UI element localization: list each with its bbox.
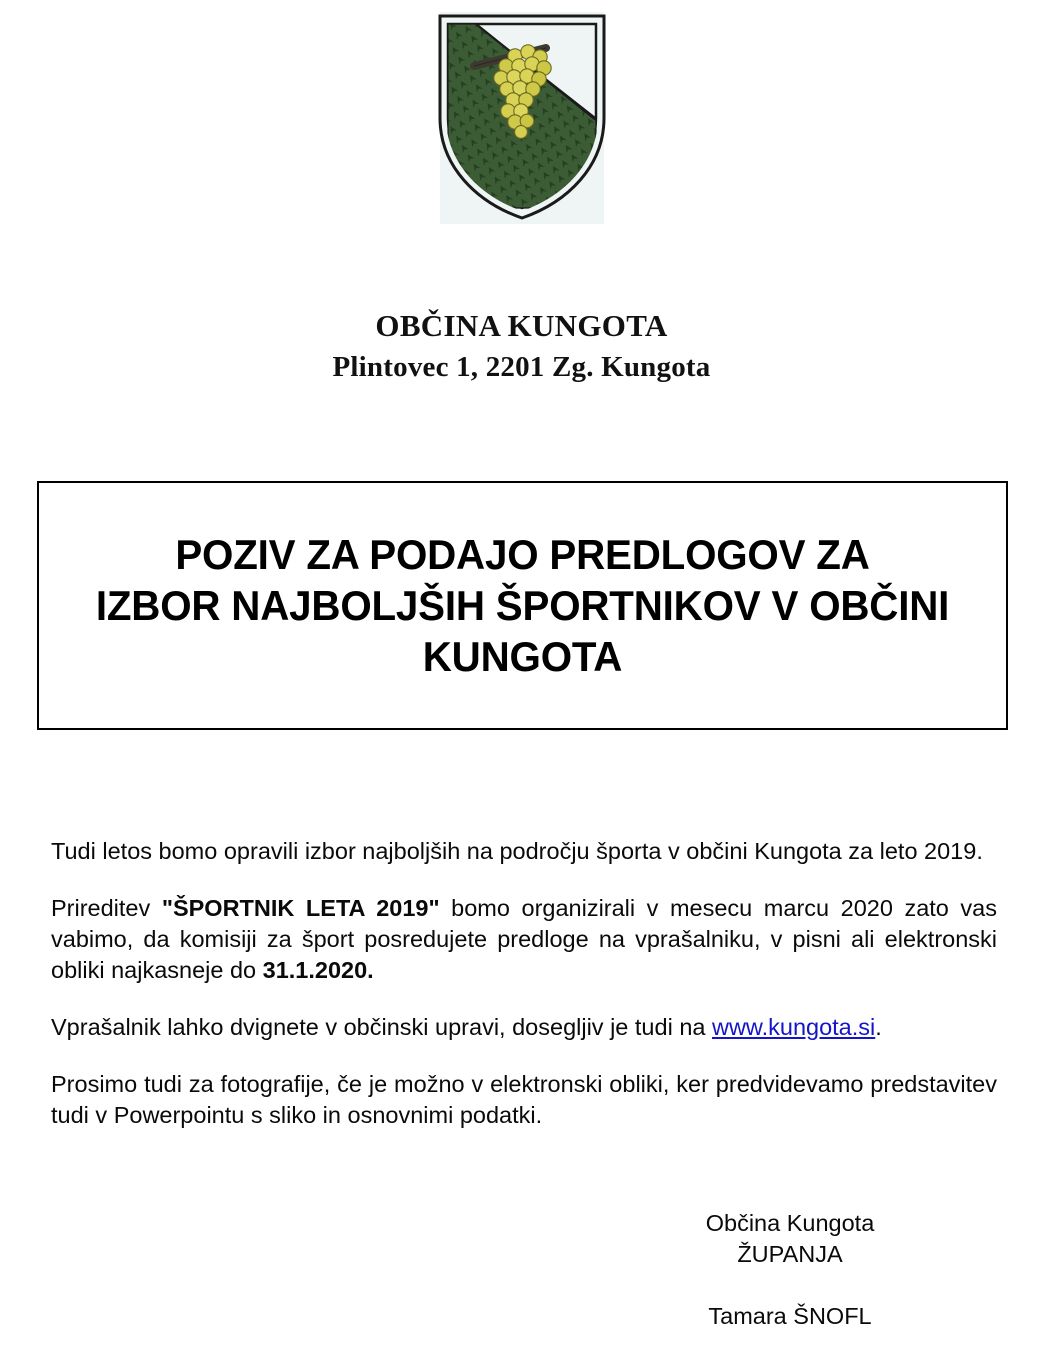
signature-person: Tamara ŠNOFL (708, 1303, 872, 1329)
paragraph-event-text-1: Prireditev (51, 895, 162, 921)
paragraph-questionnaire (51, 1012, 997, 1043)
website-link[interactable]: www.kungota.si (711, 1014, 876, 1040)
coat-of-arms (418, 2, 626, 234)
announcement-title-line-1: POZIV ZA PODAJO PREDLOGOV ZA (175, 531, 870, 578)
signature-spacer (600, 1270, 980, 1301)
announcement-title-line-2: IZBOR NAJBOLJŠIH ŠPORTNIKOV V OBČINI (95, 582, 950, 629)
signature-organization: Občina Kungota (705, 1210, 875, 1236)
deadline-date-bold: 31.1.2020. (262, 957, 374, 983)
paragraph-intro: Tudi letos bomo opravili izbor najboljših na področju športa v občini Kungota za leto 2019. (51, 838, 983, 864)
coat-of-arms-svg (418, 2, 626, 234)
paragraph-questionnaire-text-2: . (875, 1014, 882, 1040)
document-body (51, 836, 997, 1131)
announcement-title-line-3: KUNGOTA (422, 633, 623, 680)
municipality-address: Plintovec 1, 2201 Zg. Kungota (332, 351, 711, 383)
organization-header (0, 305, 1043, 387)
paragraph-photos: Prosimo tudi za fotografije, če je možno v elektronski obliki, ker predvidevamo predstavitev tudi v Powerpointu s sliko in osnovnimi podatki. (51, 1071, 997, 1128)
signature-role: ŽUPANJA (737, 1241, 843, 1267)
paragraph-event-text-2: bomo organizirali v mesecu marcu 2020 zato vas vabimo, da komisiji za šport posredujete predloge na vprašalniku, v pisni ali elektronski obliki najkasneje do (51, 895, 997, 983)
signature-block (600, 1208, 980, 1332)
paragraph-questionnaire-text-1: Vprašalnik lahko dvignete v občinski upravi, dosegljiv je tudi na (51, 1014, 712, 1040)
announcement-title-box (37, 481, 1008, 730)
municipality-name: OBČINA KUNGOTA (375, 308, 668, 343)
paragraph-event-details (51, 893, 997, 986)
announcement-title (58, 529, 986, 682)
event-name-bold: "ŠPORTNIK LETA 2019" (161, 895, 440, 921)
